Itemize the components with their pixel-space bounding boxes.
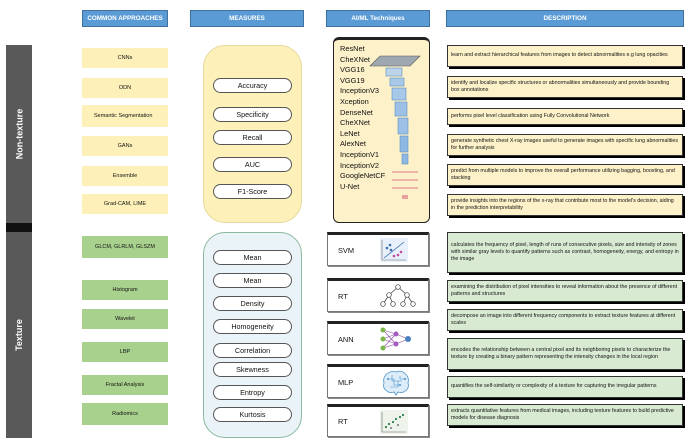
measure-recall: Recall: [213, 130, 292, 145]
approach-fractal-analysis: Fractal Analysis: [82, 375, 168, 395]
technique-chexnet: CheXNet: [340, 54, 370, 64]
approach-gradcam-lime: Grad-CAM, LIME: [82, 194, 168, 214]
approach-histogram: Histogram: [82, 280, 168, 300]
description-lbp: encodes the relationship between a central pixel and its neighboring pixels to characterize the texture by creating a binary pattern representing the intensity changes in the local region: [447, 338, 683, 370]
technique-chexnet-2: CheXNet: [340, 118, 370, 128]
header-techniques: AI/ML Techniques: [326, 10, 430, 27]
technique-vgg19: VGG19: [340, 75, 365, 85]
description-fractal-analysis: quantifies the self-similarity or complexity of a texture for capturing the irregular patterns: [447, 376, 683, 398]
measure-mean-1: Mean: [213, 250, 292, 265]
header-approaches: COMMON APPROACHES: [82, 10, 168, 27]
measure-specificity: Specificity: [213, 107, 292, 122]
measure-accuracy: Accuracy: [213, 78, 292, 93]
description-radiomics: extracts quantitative features from medical images, including texture features to build predictive models for disease diagnosis: [447, 404, 683, 426]
approach-glcm: GLCM, GLRLM, GLSZM: [82, 236, 168, 258]
approach-radiomics: Radiomics: [82, 403, 168, 425]
approach-cnns: CNNs: [82, 48, 168, 68]
scatter-plot-icon: [378, 236, 410, 264]
description-ensemble: predict from multiple models to improve the overall performance utilizing bagging, boosting, and stacking: [447, 164, 683, 186]
measure-kurtosis: Kurtosis: [213, 407, 292, 422]
technique-lenet: LeNet: [340, 128, 360, 138]
neural-network-icon: [378, 324, 414, 354]
technique-vgg16: VGG16: [340, 65, 365, 75]
header-description: DESCRIPTION: [446, 10, 684, 27]
technique-tile-svm: [327, 232, 429, 266]
brain-circuit-icon: [378, 367, 414, 397]
technique-densenet: DenseNet: [340, 107, 373, 117]
approach-lbp: LBP: [82, 342, 168, 362]
technique-resnet: ResNet: [340, 44, 365, 53]
description-glcm: calculates the frequency of pixel, length of runs of consecutive pixels, size and intensity of zones with similar gray levels to quantify patterns such as contrast, homogeneity, energy, and entropy in the image: [447, 232, 683, 273]
description-semantic-segmentation: performs pixel level classification using Fully Convolutional Network: [447, 108, 683, 125]
section-label-texture: Texture: [6, 232, 32, 438]
technique-tile-rt: [327, 278, 429, 312]
scatter-chart-icon: [378, 408, 410, 436]
technique-alexnet: AlexNet: [340, 139, 366, 149]
technique-rt: RT: [338, 291, 348, 301]
approach-wavelet: Wavelet: [82, 309, 168, 329]
technique-inceptionv1: InceptionV1: [340, 149, 380, 159]
measure-skewness: Skewness: [213, 362, 292, 377]
technique-tile-mlp: [327, 364, 429, 398]
measure-f1-score: F1-Score: [213, 184, 292, 199]
technique-inceptionv2: InceptionV2: [340, 160, 380, 170]
description-odn: identify and localize specific structures or abnormalities simultaneously and provide bounding box annotations: [447, 76, 683, 98]
technique-svm: SVM: [338, 245, 355, 255]
approach-ensemble: Ensemble: [82, 166, 168, 186]
technique-u-net: U-Net: [340, 181, 360, 191]
technique-inceptionv3: InceptionV3: [340, 86, 380, 96]
section-divider: [6, 223, 32, 232]
section-label-non-texture: Non-texture: [6, 45, 32, 223]
decision-tree-icon: [378, 282, 418, 310]
measure-correlation: Correlation: [213, 343, 292, 358]
technique-rt-2: RT: [338, 417, 348, 426]
measure-homogeneity: Homogeneity: [213, 319, 292, 334]
header-measures: MEASURES: [190, 10, 304, 27]
description-wavelet: decompose an image into different frequency components to extract texture features at different scales: [447, 309, 683, 331]
measure-entropy: Entropy: [213, 385, 292, 400]
description-gradcam-lime: provide insights into the regions of the x-ray that contribute most to the model's decision, aiding in the prediction interpretability: [447, 194, 683, 216]
technique-ann: ANN: [338, 334, 354, 344]
description-gans: generate synthetic chest X-ray images useful to generate images with specific lung abnormalities for further analysis: [447, 134, 683, 156]
approach-semantic-segmentation: Semantic Segmentation: [82, 105, 168, 127]
technique-tile-rt-2: [327, 404, 429, 437]
approach-odn: ODN: [82, 78, 168, 98]
description-histogram: examining the distribution of pixel intensities to reveal information about the presence of different patterns and structures: [447, 280, 683, 302]
technique-xception: Xception: [340, 96, 369, 106]
measure-mean-2: Mean: [213, 273, 292, 288]
technique-googlenetcf: GoogleNetCF: [340, 171, 386, 181]
measure-density: Density: [213, 296, 292, 311]
approach-gans: GANs: [82, 136, 168, 156]
technique-list-non-texture: [340, 44, 420, 192]
measure-auc: AUC: [213, 157, 292, 172]
technique-tile-ann: [327, 321, 429, 355]
description-cnns: learn and extract hierarchical features from images to detect abnormalities e.g lung opacities: [447, 45, 683, 67]
technique-mlp: MLP: [338, 377, 354, 387]
